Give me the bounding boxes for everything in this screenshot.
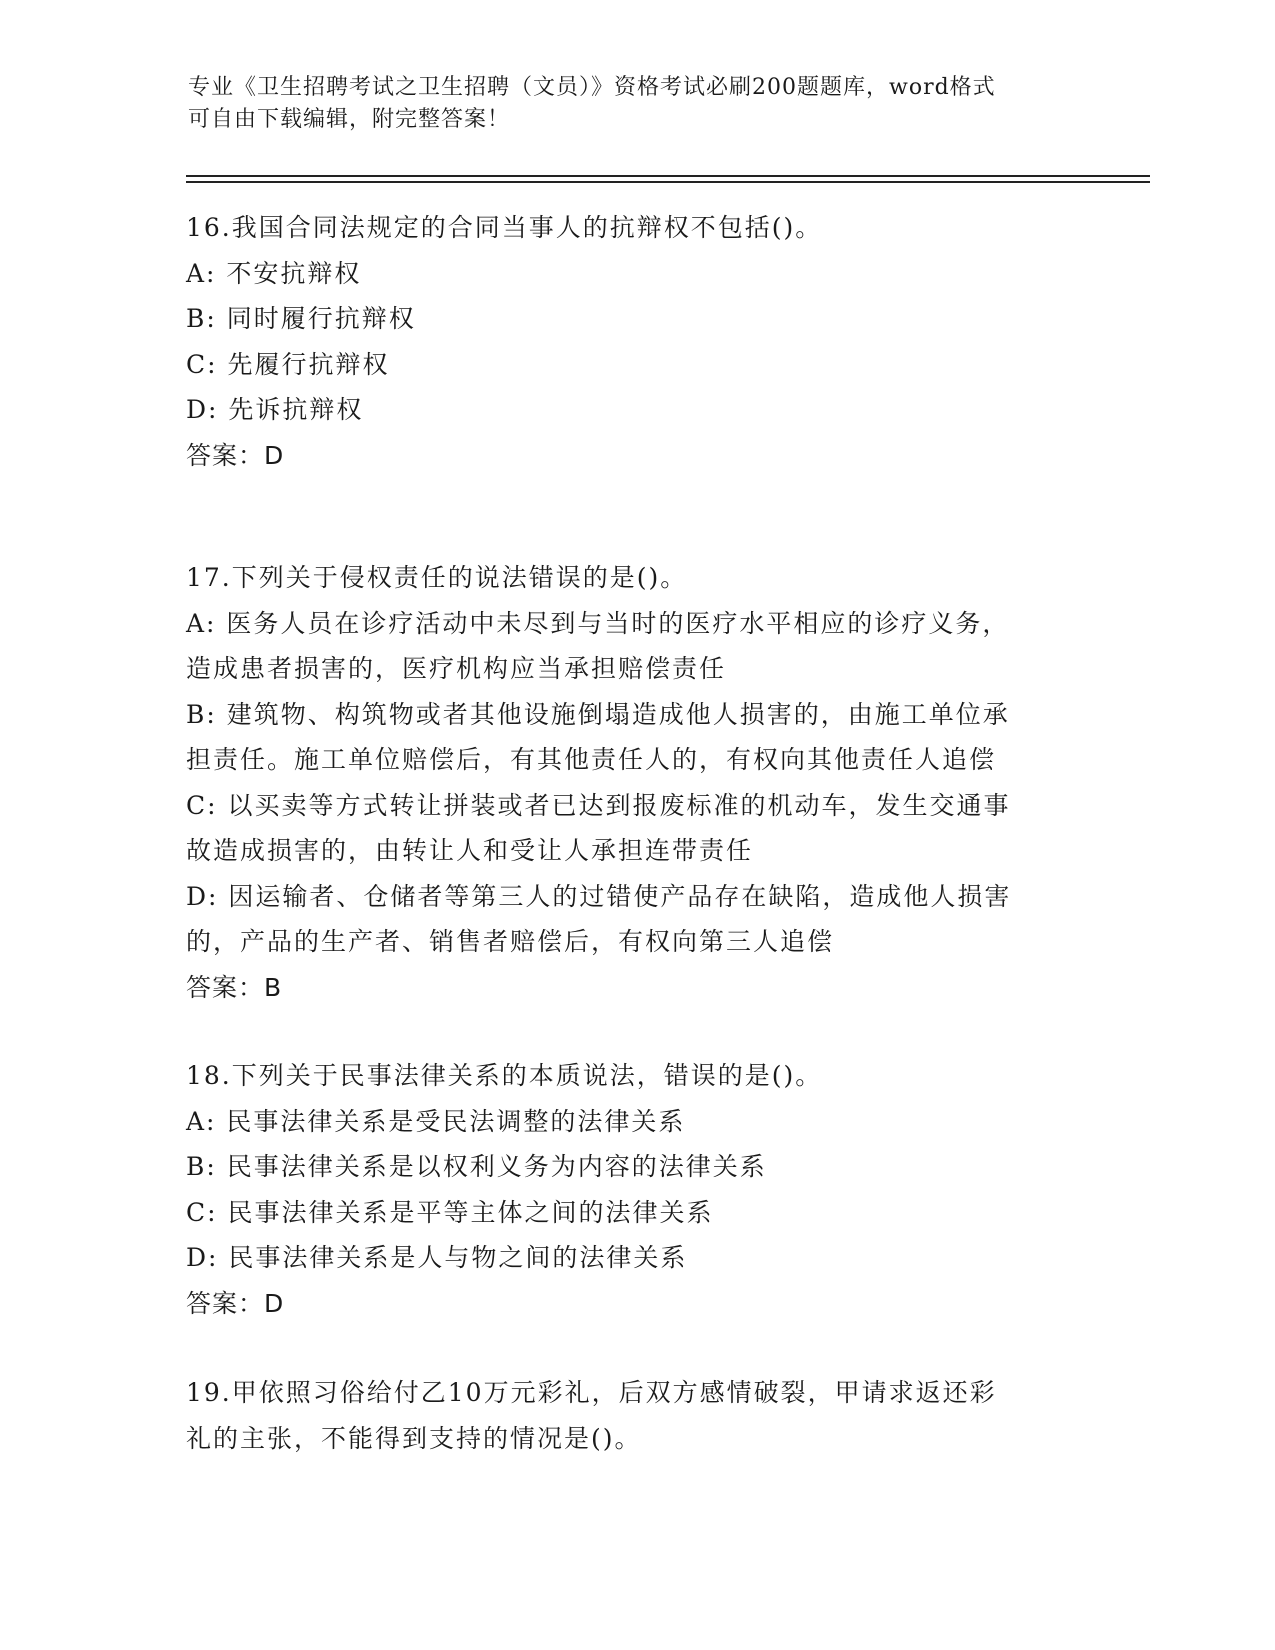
option-d: D: 因运输者、仓储者等第三人的过错使产品存在缺陷，造成他人损害 — [186, 881, 1012, 911]
header-divider — [186, 175, 1150, 177]
question-stem: 16.我国合同法规定的合同当事人的抗辩权不包括()。 — [186, 213, 823, 242]
option-d-continued: 的，产品的生产者、销售者赔偿后，有权向第三人追偿 — [186, 927, 835, 956]
question-16 — [186, 205, 1086, 478]
header-divider — [186, 181, 1150, 183]
option-a-continued: 造成患者损害的，医疗机构应当承担赔偿责任 — [186, 654, 727, 683]
option-c: C: 民事法律关系是平等主体之间的法律关系 — [186, 1197, 714, 1227]
question-stem: 19.甲依照习俗给付乙10万元彩礼，后双方感情破裂，甲请求返还彩 — [186, 1378, 997, 1407]
header-line: 可自由下载编辑，附完整答案！ — [188, 107, 511, 132]
option-c-continued: 故造成损害的，由转让人和受让人承担连带责任 — [186, 836, 754, 865]
option-c: C: 先履行抗辩权 — [186, 349, 390, 379]
header-line: 专业《卫生招聘考试之卫生招聘（文员）》资格考试必刷200题题库，word格式 — [188, 75, 996, 100]
option-a: A: 不安抗辩权 — [186, 258, 362, 288]
question-stem-continued: 礼的主张，不能得到支持的情况是()。 — [186, 1423, 642, 1453]
question-stem: 18.下列关于民事法律关系的本质说法，错误的是()。 — [186, 1061, 823, 1090]
option-a: A: 医务人员在诊疗活动中未尽到与当时的医疗水平相应的诊疗义务， — [186, 608, 1010, 638]
question-17 — [186, 555, 1086, 1010]
option-c: C: 以买卖等方式转让拼装或者已达到报废标准的机动车，发生交通事 — [186, 790, 1011, 820]
option-b-continued: 担责任。施工单位赔偿后，有其他责任人的，有权向其他责任人追偿 — [186, 745, 997, 774]
document-header — [188, 72, 1068, 136]
option-b: B: 民事法律关系是以权利义务为内容的法律关系 — [186, 1152, 767, 1181]
answer: 答案：B — [186, 972, 283, 1002]
option-a: A: 民事法律关系是受民法调整的法律关系 — [186, 1106, 686, 1136]
option-b: B: 同时履行抗辩权 — [186, 304, 416, 333]
question-18 — [186, 1053, 1086, 1326]
answer: 答案：D — [186, 1288, 285, 1318]
answer: 答案：D — [186, 440, 285, 470]
question-19 — [186, 1370, 1086, 1461]
option-b: B: 建筑物、构筑物或者其他设施倒塌造成他人损害的，由施工单位承 — [186, 699, 1010, 729]
option-d: D: 先诉抗辩权 — [186, 395, 364, 424]
question-stem: 17.下列关于侵权责任的说法错误的是()。 — [186, 563, 688, 592]
option-d: D: 民事法律关系是人与物之间的法律关系 — [186, 1243, 688, 1272]
